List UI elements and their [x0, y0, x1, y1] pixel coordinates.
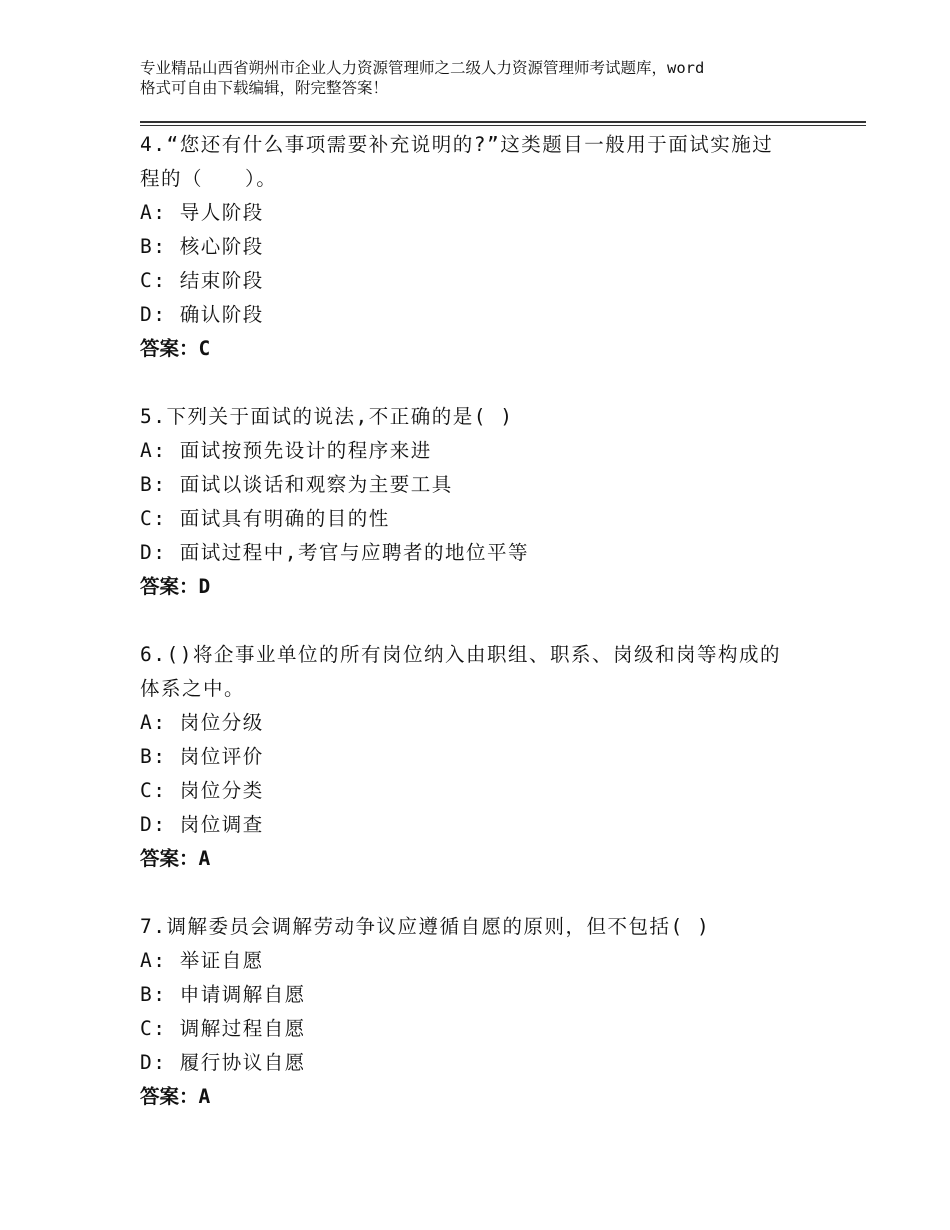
option-a: A: 举证自愿 [140, 949, 264, 972]
question-list [140, 128, 840, 1148]
option-d: D: 面试过程中,考官与应聘者的地位平等 [140, 541, 529, 564]
option-a: A: 导人阶段 [140, 201, 264, 224]
option-a: A: 岗位分级 [140, 711, 264, 734]
question-6 [140, 638, 840, 876]
option-b: B: 申请调解自愿 [140, 983, 306, 1006]
question-7 [140, 910, 840, 1114]
option-c: C: 岗位分类 [140, 779, 264, 802]
question-text: 5.下列关于面试的说法,不正确的是( ) [140, 405, 514, 428]
question-text: 7.调解委员会调解劳动争议应遵循自愿的原则，但不包括( ) [140, 915, 711, 938]
option-c: C: 调解过程自愿 [140, 1017, 306, 1040]
question-text: 4.“您还有什么事项需要补充说明的?”这类题目一般用于面试实施过 [140, 133, 774, 156]
question-text: 程的（ ）。 [140, 167, 278, 190]
question-text: 体系之中。 [140, 677, 246, 700]
answer: 答案：C [140, 337, 211, 360]
question-5 [140, 400, 840, 604]
option-d: D: 履行协议自愿 [140, 1051, 306, 1074]
option-c: C: 面试具有明确的目的性 [140, 507, 390, 530]
answer: 答案：D [140, 575, 211, 598]
option-b: B: 面试以谈话和观察为主要工具 [140, 473, 453, 496]
header-divider-thick [140, 121, 866, 123]
option-c: C: 结束阶段 [140, 269, 264, 292]
document-header [140, 58, 830, 98]
question-4 [140, 128, 840, 366]
answer: 答案：A [140, 1085, 211, 1108]
option-a: A: 面试按预先设计的程序来进 [140, 439, 432, 462]
header-line-1: 专业精品山西省朔州市企业人力资源管理师之二级人力资源管理师考试题库，word [140, 59, 705, 77]
option-b: B: 岗位评价 [140, 745, 264, 768]
header-divider-thin [140, 125, 866, 126]
answer: 答案：A [140, 847, 211, 870]
option-d: D: 岗位调查 [140, 813, 264, 836]
question-text: 6.()将企事业单位的所有岗位纳入由职组、职系、岗级和岗等构成的 [140, 643, 781, 666]
option-d: D: 确认阶段 [140, 303, 264, 326]
option-b: B: 核心阶段 [140, 235, 264, 258]
header-line-2: 格式可自由下载编辑，附完整答案！ [140, 79, 389, 97]
